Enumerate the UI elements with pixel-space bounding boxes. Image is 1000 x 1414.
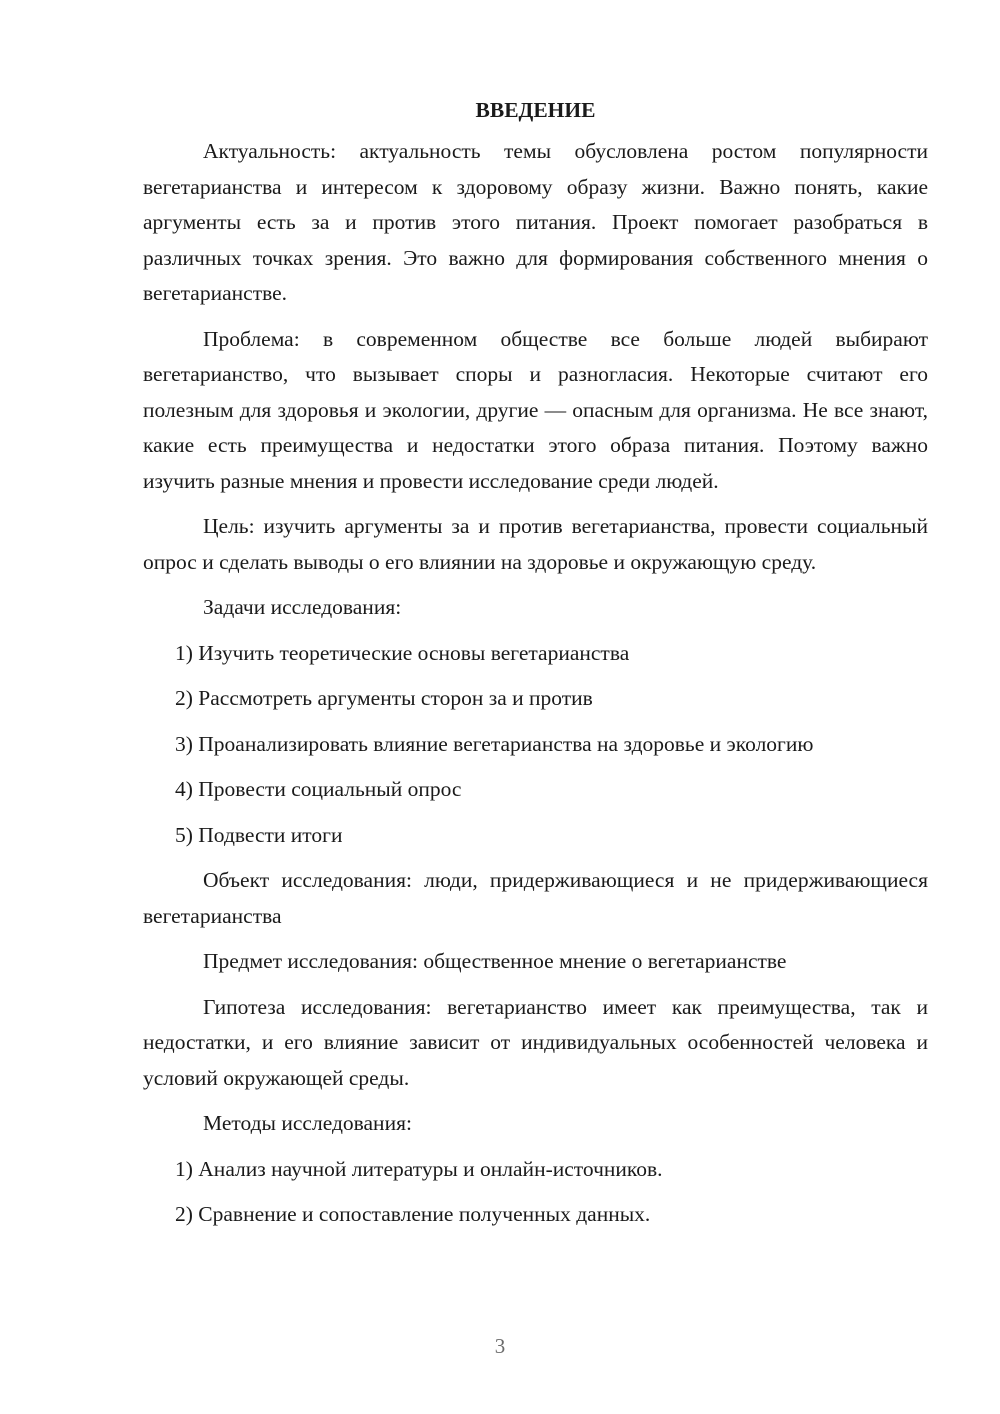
tasks-heading: Задачи исследования: bbox=[203, 595, 402, 619]
hypothesis-paragraph: Гипотеза исследования: вегетарианство имеет как преимущества, так и недостатки, и его влияние зависит от индивидуальных особенностей человека и условий окружающей среды. bbox=[143, 994, 928, 1090]
methods-heading: Методы исследования: bbox=[203, 1111, 412, 1135]
list-item: 3) Проанализировать влияние вегетарианства на здоровье и экологию bbox=[175, 731, 814, 756]
list-item: 2) Рассмотреть аргументы сторон за и против bbox=[175, 686, 593, 710]
goal-paragraph: Цель: изучить аргументы за и против вегетарианства, провести социальный опрос и сделать выводы о его влиянии на здоровье и окружающую среду. bbox=[143, 514, 928, 574]
list-item: 1) Изучить теоретические основы вегетарианства bbox=[175, 640, 630, 665]
list-item: 2) Сравнение и сопоставление полученных данных. bbox=[175, 1202, 651, 1226]
tasks-list bbox=[143, 636, 928, 854]
problem-paragraph: Проблема: в современном обществе все больше людей выбирают вегетарианство, что вызывает споры и разногласия. Некоторые считают его полезным для здоровья и экологии, другие — опасным для организма. Не все знают, какие есть преимущества и недостатки этого образа питания. Поэтому важно изучить разные мнения и провести исследование среди людей. bbox=[143, 326, 928, 493]
section-title: ВВЕДЕНИЕ bbox=[475, 98, 596, 122]
object-paragraph: Объект исследования: люди, придерживающиеся и не придерживающиеся вегетарианства bbox=[143, 868, 928, 928]
list-item: 1) Анализ научной литературы и онлайн-источников. bbox=[175, 1156, 663, 1181]
page-number: 3 bbox=[494, 1334, 506, 1358]
document-body bbox=[143, 96, 928, 1243]
subject-paragraph: Предмет исследования: общественное мнение о вегетарианстве bbox=[203, 949, 787, 973]
relevance-paragraph: Актуальность: актуальность темы обусловлена ростом популярности вегетарианства и интересом к здоровому образу жизни. Важно понять, какие аргументы есть за и против этого питания. Проект помогает разобраться в различных точках зрения. Это важно для формирования собственного мнения о вегетарианстве. bbox=[143, 139, 928, 305]
methods-list bbox=[143, 1152, 928, 1233]
list-item: 5) Подвести итоги bbox=[175, 822, 343, 847]
list-item: 4) Провести социальный опрос bbox=[175, 777, 462, 801]
